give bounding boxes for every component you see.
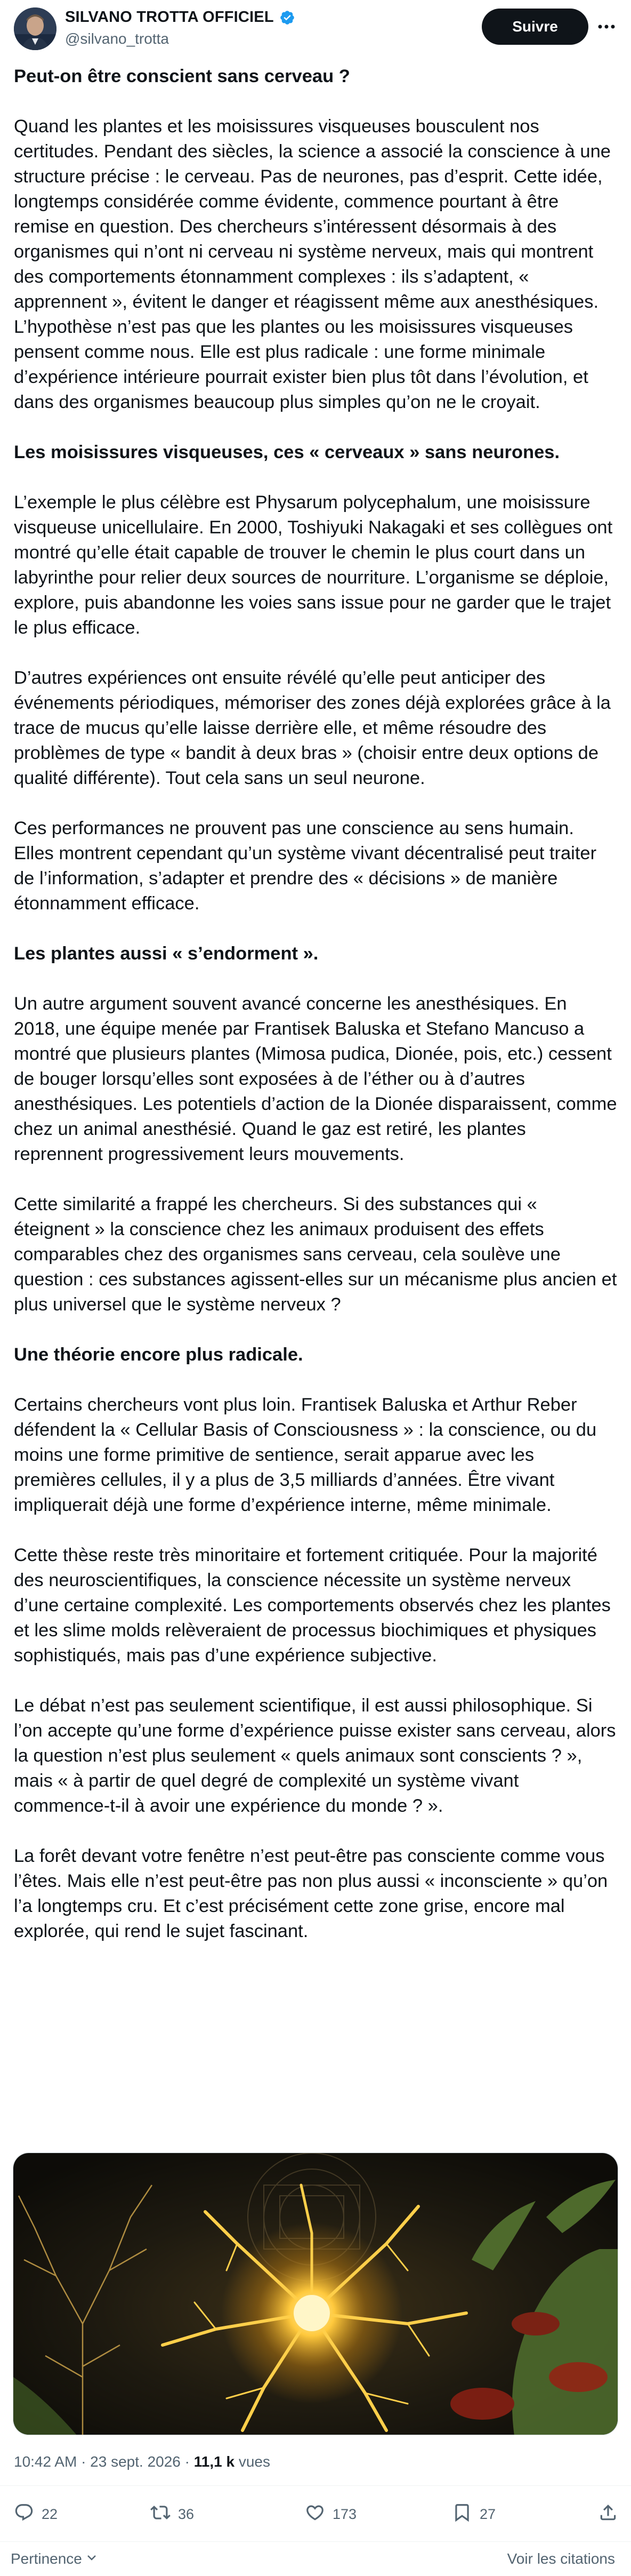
chevron-down-icon <box>85 2550 98 2567</box>
post-image[interactable] <box>13 2153 618 2435</box>
repost-icon <box>150 2502 171 2526</box>
replies-footer <box>0 2544 631 2576</box>
paragraph: Quand les plantes et les moisissures visqueuses bousculent nos certitudes. Pendant des siècles, la science a associé la conscience à une structure précise : le cerveau. Pas de neurones, pas d’esprit. Cette idée, longtemps considérée comme évidente, commence pourtant à être remise en question. Des chercheurs s’intéressent désormais à des organismes qui n’ont ni cerveau ni système nerveux, mais qui montrent des comportements étonnamment complexes : ils s’adaptent, « apprennent », évitent le danger et réagissent même aux anesthésiques. L’hypothèse n’est pas que les plantes ou les moisissures visqueuses pensent comme nous. Elle est plus radicale : une forme minimale d’expérience intérieure pourrait exister bien plus tôt dans l’évolution, et dans des organismes beaucoup plus simples qu’on ne le croyait. <box>14 116 611 412</box>
reply-icon <box>14 2502 34 2526</box>
repost-button[interactable] <box>150 2502 194 2526</box>
author-name-row <box>65 9 295 26</box>
paragraph: L’exemple le plus célèbre est Physarum polycephalum, une moisissure visqueuse unicellulaire. En 2000, Toshiyuki Nakagaki et ses collègues ont montré qu’elle était capable de trouver le chemin le plus court dans un labyrinthe pour relier deux sources de nourriture. L’organisme se déploie, explore, puis abandonne les voies sans issue pour ne garder que le trajet le plus efficace. <box>14 492 613 638</box>
bookmark-button[interactable] <box>452 2502 496 2526</box>
post-header <box>0 0 631 64</box>
section-heading: Les plantes aussi « s’endorment ». <box>14 943 319 964</box>
paragraph: D’autres expériences ont ensuite révélé qu’elle peut anticiper des événements périodiques, mémoriser des zones déjà explorées grâce à la trace de mucus qu’elle laisse derrière elle, et même résoudre des problèmes de type « bandit à deux bras » (choisir entre deux options de qualité différente). Tout cela sans un seul neurone. <box>14 668 611 788</box>
divider <box>0 2541 631 2542</box>
paragraph: Cette similarité a frappé les chercheurs. Si des substances qui « éteignent » la conscience chez les animaux produisent des effets comparables chez des organismes sans cerveau, cela soulève une question : ces substances agissent-elles sur un mécanisme plus ancien et plus universel que le système nerveux ? <box>14 1194 617 1315</box>
paragraph: Le débat n’est pas seulement scientifique, il est aussi philosophique. Si l’on accepte qu’une forme d’expérience puisse exister sans cerveau, alors la question n’est plus seulement « quels animaux sont conscients ? », mais « à partir de quel degré de complexité un système vivant commence-t-il à avoir une expérience du monde ? ». <box>14 1695 616 1816</box>
author-name[interactable]: SILVANO TROTTA OFFICIEL <box>65 9 274 26</box>
paragraph: Cette thèse reste très minoritaire et fortement critiquée. Pour la majorité des neuroscientifiques, la conscience nécessite un système nerveux d’une certaine complexité. Les comportements observés chez les plantes et les slime molds relèveraient de processus biochimiques et physiques sophistiqués, mais pas d’une expérience subjective. <box>14 1545 611 1666</box>
avatar[interactable] <box>14 7 56 50</box>
like-button[interactable] <box>305 2502 357 2526</box>
author-block <box>65 9 295 47</box>
verified-badge-icon[interactable] <box>279 10 295 26</box>
author-handle[interactable]: @silvano_trotta <box>65 30 169 47</box>
paragraph: Ces performances ne prouvent pas une conscience au sens humain. Elles montrent cependant qu’un système vivant décentralisé peut traiter de l’information, s’adapter et prendre des « décisions » de manière étonnamment efficace. <box>14 818 597 914</box>
views-count: 11,1 k <box>193 2453 235 2470</box>
bookmark-icon <box>452 2502 472 2526</box>
more-icon[interactable] <box>596 20 617 33</box>
views-label: vues <box>234 2453 271 2470</box>
reply-button[interactable] <box>14 2502 58 2526</box>
bookmark-count: 27 <box>480 2506 496 2522</box>
view-quotes-link[interactable]: Voir les citations <box>507 2550 615 2567</box>
like-count: 173 <box>333 2506 357 2522</box>
post-text <box>14 64 617 1944</box>
repost-count: 36 <box>178 2506 195 2522</box>
paragraph: Certains chercheurs vont plus loin. Frantisek Baluska et Arthur Reber défendent la « Cellular Basis of Consciousness » : la conscience, ou du moins une forme primitive de sentience, serait apparue avec les premières cellules, il y a plus de 3,5 milliards d’années. Être vivant impliquerait déjà une forme d’expérience interne, même minimale. <box>14 1395 597 1515</box>
divider <box>0 2485 631 2486</box>
post-timestamp[interactable]: 10:42 AM · 23 sept. 2026 · <box>14 2453 194 2470</box>
like-icon <box>305 2502 325 2526</box>
action-bar <box>0 2491 631 2539</box>
section-heading: Une théorie encore plus radicale. <box>14 1345 303 1365</box>
section-heading: Peut-on être conscient sans cerveau ? <box>14 66 350 86</box>
paragraph: La forêt devant votre fenêtre n’est peut-être pas consciente comme vous l’êtes. Mais elle n’est peut-être pas non plus aussi « inconsciente » qu’on l’a longtemps cru. Et c’est précisément cette zone grise, encore mal explorée, qui rend le sujet fascinant. <box>14 1846 608 1941</box>
share-icon <box>598 2502 618 2526</box>
share-button[interactable] <box>598 2502 618 2526</box>
post-meta <box>14 2453 270 2470</box>
section-heading: Les moisissures visqueuses, ces « cerveaux » sans neurones. <box>14 442 560 462</box>
paragraph: Un autre argument souvent avancé concerne les anesthésiques. En 2018, une équipe menée par Frantisek Baluska et Stefano Mancuso a montré que plusieurs plantes (Mimosa pudica, Dionée, pois, etc.) cessent de bouger lorsqu’elles sont exposées à de l’éther ou à d’autres anesthésiques. Les potentiels d’action de la Dionée disparaissent, comme chez un animal anesthésié. Quand le gaz est retiré, les plantes reprennent progressivement leurs mouvements. <box>14 994 617 1164</box>
grok-icon[interactable] <box>565 16 586 37</box>
sort-dropdown[interactable] <box>11 2550 98 2567</box>
reply-count: 22 <box>42 2506 58 2522</box>
sort-label: Pertinence <box>11 2550 82 2567</box>
follow-button[interactable]: Suivre <box>482 9 588 45</box>
